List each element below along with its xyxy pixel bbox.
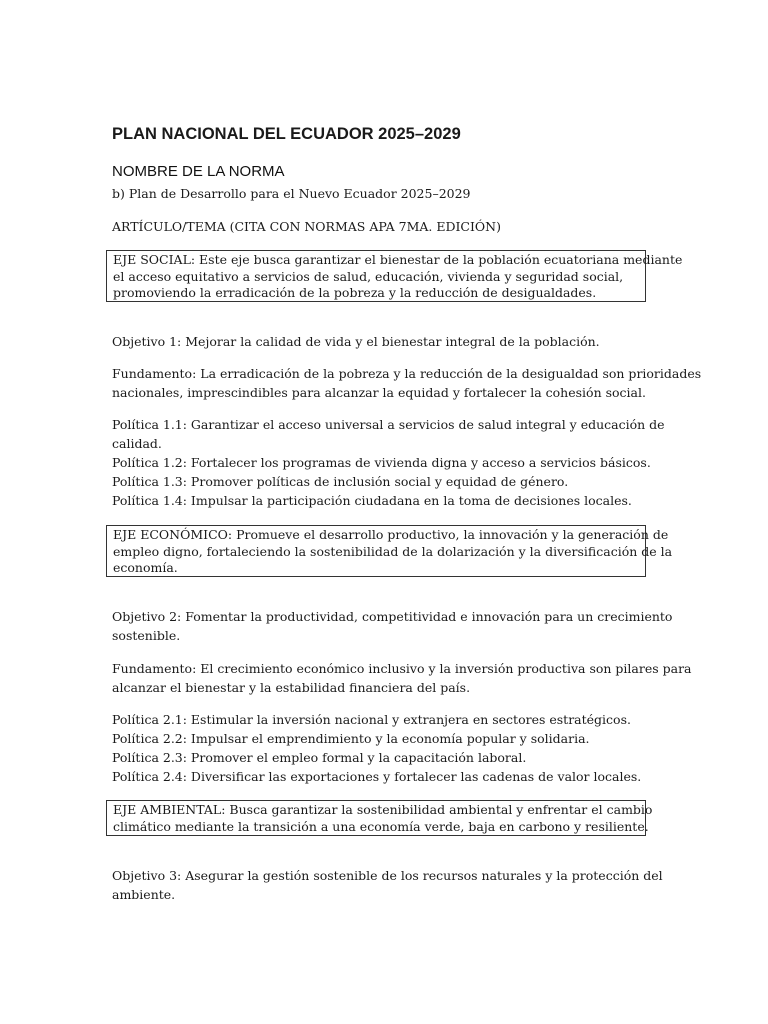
fundamento-1 (112, 364, 702, 402)
objetivo-3 (112, 866, 663, 904)
norma-name: b) Plan de Desarrollo para el Nuevo Ecuador 2025–2029 (112, 186, 471, 201)
fundamento-2 (112, 659, 692, 697)
objetivo-3-line: ambiente. (112, 887, 176, 902)
articulo-label: ARTÍCULO/TEMA (CITA CON NORMAS APA 7MA. EDICIÓN) (112, 219, 501, 234)
eje-social-line: el acceso equitativo a servicios de salud, educación, vivienda y seguridad social, (113, 268, 624, 284)
fundamento-1-line: Fundamento: La erradicación de la pobreza y la reducción de la desigualdad son prioridades (112, 366, 702, 381)
eje-social-line: EJE SOCIAL: Este eje busca garantizar el bienestar de la población ecuatoriana mediante (113, 252, 683, 267)
eje-economico-line: economía. (113, 560, 178, 576)
objetivo-3-line: Objetivo 3: Asegurar la gestión sostenible de los recursos naturales y la protección del (112, 868, 663, 883)
objetivo-1: Objetivo 1: Mejorar la calidad de vida y el bienestar integral de la población. (112, 334, 600, 349)
objetivo-2-line: Objetivo 2: Fomentar la productividad, competitividad e innovación para un crecimiento (112, 609, 673, 624)
eje-ambiental-line: EJE AMBIENTAL: Busca garantizar la sostenibilidad ambiental y enfrentar el cambio (113, 802, 653, 817)
eje-social-line: promoviendo la erradicación de la pobreza y la reducción de desigualdades. (113, 285, 597, 301)
politicas-1 (112, 415, 665, 510)
section-heading: NOMBRE DE LA NORMA (112, 163, 285, 180)
fundamento-2-line: Fundamento: El crecimiento económico inclusivo y la inversión productiva son pilares para (112, 661, 692, 676)
eje-economico-line: EJE ECONÓMICO: Promueve el desarrollo productivo, la innovación y la generación de (113, 527, 669, 542)
eje-economico-box (106, 525, 673, 577)
politica-line: calidad. (112, 436, 162, 451)
politica-line: Política 2.1: Estimular la inversión nacional y extranjera en sectores estratégicos. (112, 712, 631, 727)
politica-line: Política 2.4: Diversificar las exportaciones y fortalecer las cadenas de valor locales. (112, 769, 642, 784)
eje-ambiental-box (106, 800, 653, 836)
objetivo-2 (112, 607, 673, 645)
eje-economico-line: empleo digno, fortaleciendo la sostenibilidad de la dolarización y la diversificación de la (113, 543, 673, 559)
politica-line: Política 2.2: Impulsar el emprendimiento y la economía popular y solidaria. (112, 731, 590, 746)
objetivo-2-line: sostenible. (112, 628, 181, 643)
politica-line: Política 1.3: Promover políticas de inclusión social y equidad de género. (112, 474, 569, 489)
eje-social-box (106, 250, 683, 302)
politica-line: Política 2.3: Promover el empleo formal y la capacitación laboral. (112, 750, 527, 765)
eje-ambiental-line: climático mediante la transición a una economía verde, baja en carbono y resiliente. (113, 818, 649, 834)
document-title: PLAN NACIONAL DEL ECUADOR 2025–2029 (112, 125, 461, 143)
fundamento-2-line: alcanzar el bienestar y la estabilidad financiera del país. (112, 680, 471, 695)
politica-line: Política 1.1: Garantizar el acceso universal a servicios de salud integral y educación de (112, 417, 665, 432)
politicas-2 (112, 710, 657, 786)
politica-line: Política 1.2: Fortalecer los programas de vivienda digna y acceso a servicios básicos. (112, 455, 651, 470)
politica-line: Política 1.4: Impulsar la participación ciudadana en la toma de decisiones locales. (112, 493, 632, 508)
fundamento-1-line: nacionales, imprescindibles para alcanzar la equidad y fortalecer la cohesión social. (112, 385, 646, 400)
